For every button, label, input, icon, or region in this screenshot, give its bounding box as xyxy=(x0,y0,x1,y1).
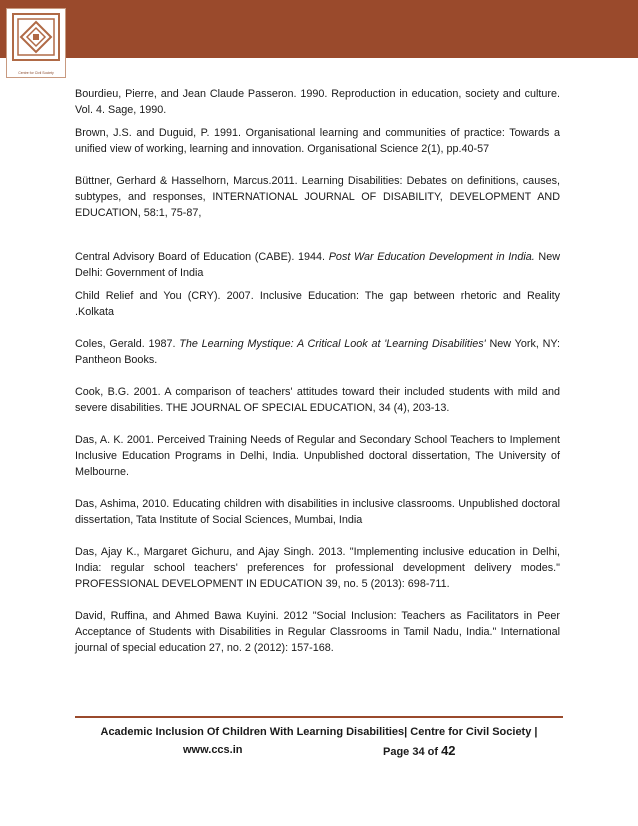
page-total: 42 xyxy=(441,743,456,758)
reference-text: Das, Ajay K., Margaret Gichuru, and Ajay Singh. 2013. "Implementing inclusive education in Delhi, India: regular school teachers' preferences for professional development delivery modes." PROFESSIONAL DEVELOPMENT IN EDUCATION 39, no. 5 (2013): 698-711. xyxy=(75,546,560,590)
page-footer xyxy=(75,724,563,759)
reference-text: Cook, B.G. 2001. A comparison of teachers' attitudes toward their included students with mild and severe disabilities. THE JOURNAL OF SPECIAL EDUCATION, 34 (4), 203-13. xyxy=(75,386,560,414)
reference-text: Das, A. K. 2001. Perceived Training Needs of Regular and Secondary School Teachers to Implement Inclusive Education Programs in Delhi, India. Unpublished doctoral dissertation, The University of Melbourne. xyxy=(75,434,560,478)
reference-entry xyxy=(75,496,560,528)
ccs-logo-icon xyxy=(11,12,61,66)
reference-text: David, Ruffina, and Ahmed Bawa Kuyini. 2012 "Social Inclusion: Teachers as Facilitators in Peer Acceptance of Students with Disabilities in Regular Classrooms in Tamil Nadu, India." International journal of special education 27, no. 2 (2012): 157-168. xyxy=(75,610,560,654)
header-band xyxy=(0,0,638,58)
page-number xyxy=(383,742,456,761)
reference-text: New York, NY: Pantheon Books. xyxy=(75,338,560,366)
reference-list xyxy=(75,86,560,656)
reference-entry xyxy=(75,544,560,592)
reference-entry xyxy=(75,249,560,281)
footer-title: Academic Inclusion Of Children With Learning Disabilities| Centre for Civil Society | xyxy=(100,726,538,738)
reference-text: Brown, J.S. and Duguid, P. 1991. Organisational learning and communities of practice: Towards a unified view of working, learning and innovation. Organisational Science 2(1), pp.40-57 xyxy=(75,127,560,155)
reference-text: Büttner, Gerhard & Hasselhorn, Marcus.2011. Learning Disabilities: Debates on definitions, causes, subtypes, and responses, INTERNATIONAL JOURNAL OF DISABILITY, DEVELOPMENT AND EDUCATION, 58:1, 75-87, xyxy=(75,175,560,219)
reference-title-italic: Post War Education Development in India. xyxy=(328,251,535,263)
reference-text: Das, Ashima, 2010. Educating children with disabilities in inclusive classrooms. Unpublished doctoral dissertation, Tata Institute of Social Sciences, Mumbai, India xyxy=(75,498,560,526)
logo-caption: Centre for Civil Society xyxy=(18,71,54,75)
ccs-logo xyxy=(6,8,66,78)
reference-text: Central Advisory Board of Education (CABE). 1944. xyxy=(75,251,329,263)
reference-text: Child Relief and You (CRY). 2007. Inclusive Education: The gap between rhetoric and Reality .Kolkata xyxy=(75,290,560,318)
reference-text: Coles, Gerald. 1987. xyxy=(75,338,180,350)
footer-url[interactable]: www.ccs.in xyxy=(183,744,243,756)
page-prefix: Page 34 of xyxy=(383,746,442,758)
reference-entry xyxy=(75,608,560,656)
reference-entry xyxy=(75,432,560,480)
reference-entry xyxy=(75,288,560,320)
reference-entry xyxy=(75,173,560,221)
reference-entry xyxy=(75,125,560,157)
reference-title-italic: The Learning Mystique: A Critical Look at 'Learning Disabilities' xyxy=(179,338,486,350)
reference-text: New Delhi: Government of India xyxy=(75,251,561,279)
reference-text: Bourdieu, Pierre, and Jean Claude Passeron. 1990. Reproduction in education, society and culture. Vol. 4. Sage, 1990. xyxy=(75,88,560,116)
reference-entry xyxy=(75,336,560,368)
reference-entry xyxy=(75,384,560,416)
footer-rule xyxy=(75,716,563,718)
reference-entry xyxy=(75,86,560,118)
